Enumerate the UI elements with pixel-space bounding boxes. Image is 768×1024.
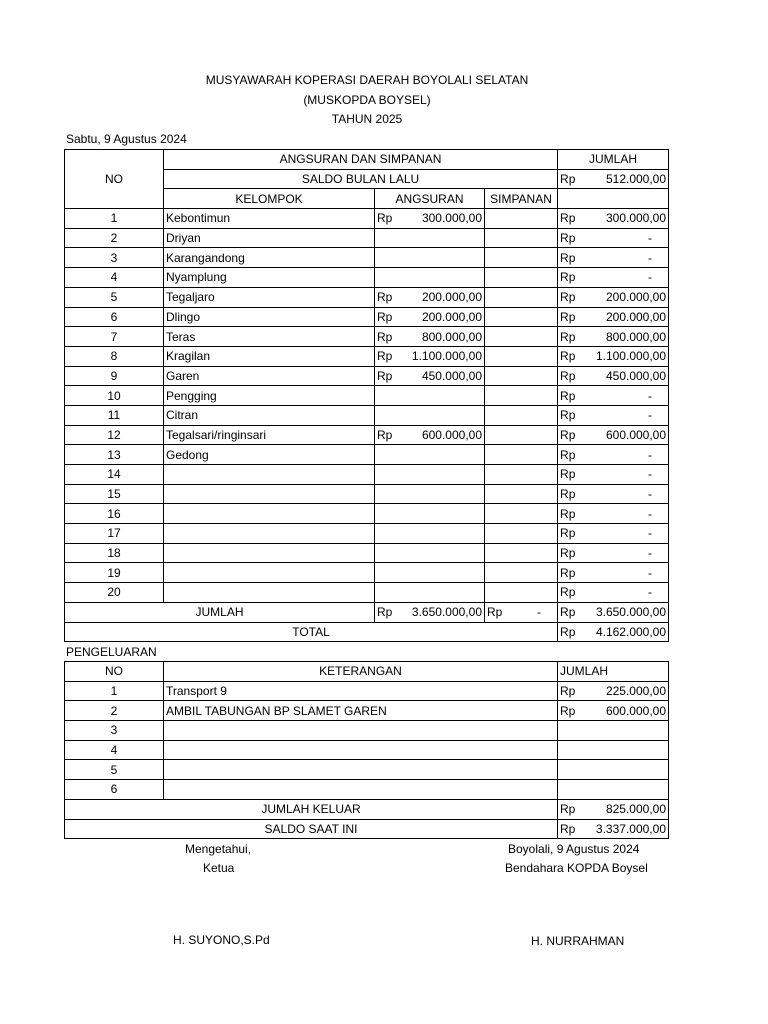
- row-keterangan: [164, 740, 558, 760]
- pengeluaran-table: [64, 661, 669, 839]
- pengeluaran-title: PENGELUARAN: [66, 645, 157, 659]
- signature-left-line-1: Mengetahui,: [185, 842, 252, 856]
- row-angsuran: [375, 268, 485, 288]
- keterangan-header: KETERANGAN: [164, 662, 558, 682]
- row-no: 2: [65, 701, 164, 721]
- signature-left-name: H. SUYONO,S.Pd: [173, 933, 270, 947]
- row-jumlah: Rp 1.100.000,00: [558, 346, 669, 366]
- row-simpanan: [485, 484, 558, 504]
- row-no: 5: [65, 760, 164, 780]
- row-jumlah: Rp 300.000,00: [558, 209, 669, 229]
- jumlah-keluar-label: JUMLAH KELUAR: [65, 799, 558, 819]
- row-jumlah: Rp 200.000,00: [558, 307, 669, 327]
- row-angsuran: [375, 248, 485, 268]
- table-row: [65, 524, 669, 544]
- saldo-bulan-lalu-label: SALDO BULAN LALU: [164, 169, 558, 189]
- no-header: NO: [65, 150, 164, 209]
- row-keterangan: [164, 780, 558, 800]
- row-no: 1: [65, 209, 164, 229]
- row-kelompok: [164, 543, 375, 563]
- table-row: [65, 209, 669, 229]
- table-row: [65, 268, 669, 288]
- row-no: 9: [65, 366, 164, 386]
- row-no: 2: [65, 228, 164, 248]
- table-row: [65, 484, 669, 504]
- table-row: [65, 346, 669, 366]
- row-simpanan: [485, 366, 558, 386]
- row-jumlah: Rp -: [558, 543, 669, 563]
- saldo-saat-ini-value: Rp 3.337.000,00: [558, 819, 669, 839]
- table-row: [65, 563, 669, 583]
- row-angsuran: [375, 405, 485, 425]
- row-simpanan: [485, 504, 558, 524]
- row-kelompok: [164, 484, 375, 504]
- row-no: 14: [65, 465, 164, 485]
- table-row: [65, 760, 669, 780]
- signature-right-line-2: Bendahara KOPDA Boysel: [505, 861, 648, 875]
- row-jumlah: [558, 721, 669, 741]
- row-kelompok: [164, 583, 375, 603]
- jumlah-simpanan: Rp -: [485, 602, 558, 622]
- row-no: 20: [65, 583, 164, 603]
- row-jumlah: Rp 450.000,00: [558, 366, 669, 386]
- jumlah-keluar-value: Rp 825.000,00: [558, 799, 669, 819]
- row-jumlah: Rp -: [558, 583, 669, 603]
- row-simpanan: [485, 445, 558, 465]
- row-keterangan: [164, 721, 558, 741]
- row-kelompok: Karangandong: [164, 248, 375, 268]
- row-angsuran: [375, 386, 485, 406]
- row-simpanan: [485, 405, 558, 425]
- row-jumlah: Rp -: [558, 228, 669, 248]
- table-row: [65, 543, 669, 563]
- signature-left-line-2: Ketua: [203, 861, 235, 875]
- row-simpanan: [485, 543, 558, 563]
- row-no: 19: [65, 563, 164, 583]
- total-label: TOTAL: [65, 622, 558, 642]
- table-row: [65, 287, 669, 307]
- row-jumlah: Rp 800.000,00: [558, 327, 669, 347]
- row-angsuran: [375, 228, 485, 248]
- row-kelompok: [164, 563, 375, 583]
- saldo-bulan-lalu-value: Rp 512.000,00: [558, 169, 669, 189]
- table-row: [65, 445, 669, 465]
- row-simpanan: [485, 346, 558, 366]
- row-simpanan: [485, 307, 558, 327]
- table-row: [65, 465, 669, 485]
- row-simpanan: [485, 209, 558, 229]
- row-angsuran: [375, 504, 485, 524]
- row-simpanan: [485, 268, 558, 288]
- row-simpanan: [485, 287, 558, 307]
- row-keterangan: Transport 9: [164, 681, 558, 701]
- angsuran-simpanan-header: ANGSURAN DAN SIMPANAN: [164, 150, 558, 170]
- pengeluaran-no-header: NO: [65, 662, 164, 682]
- saldo-saat-ini-label: SALDO SAAT INI: [65, 819, 558, 839]
- row-keterangan: [164, 760, 558, 780]
- row-no: 6: [65, 780, 164, 800]
- row-angsuran: [375, 465, 485, 485]
- table-row: [65, 228, 669, 248]
- jumlah-header: JUMLAH: [558, 150, 669, 170]
- row-kelompok: Tegalsari/ringinsari: [164, 425, 375, 445]
- row-kelompok: Nyamplung: [164, 268, 375, 288]
- document-title-line-3: TAHUN 2025: [331, 112, 403, 126]
- row-no: 5: [65, 287, 164, 307]
- row-jumlah: Rp -: [558, 268, 669, 288]
- row-simpanan: [485, 386, 558, 406]
- row-jumlah: Rp -: [558, 465, 669, 485]
- row-jumlah: Rp -: [558, 563, 669, 583]
- row-kelompok: [164, 465, 375, 485]
- row-angsuran: [375, 563, 485, 583]
- row-kelompok: Gedong: [164, 445, 375, 465]
- row-jumlah: Rp -: [558, 386, 669, 406]
- row-kelompok: Kragilan: [164, 346, 375, 366]
- row-jumlah: [558, 780, 669, 800]
- row-no: 4: [65, 268, 164, 288]
- signature-right-line-1: Boyolali, 9 Agustus 2024: [508, 842, 640, 856]
- angsuran-table: [64, 149, 669, 642]
- row-no: 12: [65, 425, 164, 445]
- row-no: 8: [65, 346, 164, 366]
- document-title-line-2: (MUSKOPDA BOYSEL): [303, 93, 431, 107]
- table-row: [65, 366, 669, 386]
- row-jumlah: Rp -: [558, 484, 669, 504]
- row-simpanan: [485, 228, 558, 248]
- row-angsuran: [375, 583, 485, 603]
- table-row: [65, 780, 669, 800]
- row-no: 1: [65, 681, 164, 701]
- row-angsuran: [375, 445, 485, 465]
- row-no: 3: [65, 248, 164, 268]
- row-no: 3: [65, 721, 164, 741]
- row-simpanan: [485, 465, 558, 485]
- row-jumlah: Rp 600.000,00: [558, 701, 669, 721]
- row-kelompok: Dlingo: [164, 307, 375, 327]
- row-kelompok: Tegaljaro: [164, 287, 375, 307]
- row-kelompok: Citran: [164, 405, 375, 425]
- row-jumlah: [558, 760, 669, 780]
- signature-right-name: H. NURRAHMAN: [531, 934, 625, 948]
- table-row: [65, 701, 669, 721]
- jumlah-label: JUMLAH: [65, 602, 375, 622]
- table-row: [65, 307, 669, 327]
- row-jumlah: Rp -: [558, 524, 669, 544]
- row-simpanan: [485, 248, 558, 268]
- row-jumlah: Rp -: [558, 445, 669, 465]
- row-no: 7: [65, 327, 164, 347]
- table-row: [65, 327, 669, 347]
- row-angsuran: [375, 524, 485, 544]
- row-no: 11: [65, 405, 164, 425]
- row-angsuran: Rp 300.000,00: [375, 209, 485, 229]
- row-no: 13: [65, 445, 164, 465]
- row-angsuran: [375, 484, 485, 504]
- kelompok-header: KELOMPOK: [164, 189, 375, 209]
- row-kelompok: Pengging: [164, 386, 375, 406]
- row-no: 4: [65, 740, 164, 760]
- row-jumlah: Rp -: [558, 248, 669, 268]
- table-row: [65, 583, 669, 603]
- table-row: [65, 425, 669, 445]
- row-jumlah: Rp 200.000,00: [558, 287, 669, 307]
- row-angsuran: Rp 200.000,00: [375, 287, 485, 307]
- jumlah-total: Rp 3.650.000,00: [558, 602, 669, 622]
- document-title-line-1: MUSYAWARAH KOPERASI DAERAH BOYOLALI SELATAN: [205, 73, 529, 87]
- table-row: [65, 248, 669, 268]
- row-angsuran: Rp 600.000,00: [375, 425, 485, 445]
- row-simpanan: [485, 524, 558, 544]
- total-value: Rp 4.162.000,00: [558, 622, 669, 642]
- row-kelompok: Kebontimun: [164, 209, 375, 229]
- row-jumlah: Rp 600.000,00: [558, 425, 669, 445]
- row-angsuran: Rp 450.000,00: [375, 366, 485, 386]
- row-simpanan: [485, 327, 558, 347]
- row-simpanan: [485, 425, 558, 445]
- row-no: 16: [65, 504, 164, 524]
- row-jumlah: [558, 740, 669, 760]
- table-row: [65, 681, 669, 701]
- row-jumlah: Rp 225.000,00: [558, 681, 669, 701]
- table-row: [65, 386, 669, 406]
- row-jumlah: Rp -: [558, 504, 669, 524]
- row-simpanan: [485, 563, 558, 583]
- row-no: 15: [65, 484, 164, 504]
- row-no: 17: [65, 524, 164, 544]
- pengeluaran-jumlah-header: JUMLAH: [558, 662, 669, 682]
- row-kelompok: Teras: [164, 327, 375, 347]
- document-date: Sabtu, 9 Agustus 2024: [66, 132, 187, 146]
- jumlah-angsuran: Rp 3.650.000,00: [375, 602, 485, 622]
- row-angsuran: Rp 200.000,00: [375, 307, 485, 327]
- jumlah-empty-cell: [558, 189, 669, 209]
- row-jumlah: Rp -: [558, 405, 669, 425]
- row-kelompok: [164, 504, 375, 524]
- table-row: [65, 405, 669, 425]
- row-simpanan: [485, 583, 558, 603]
- row-kelompok: [164, 524, 375, 544]
- row-angsuran: Rp 1.100.000,00: [375, 346, 485, 366]
- table-row: [65, 740, 669, 760]
- row-keterangan: AMBIL TABUNGAN BP SLAMET GAREN: [164, 701, 558, 721]
- row-angsuran: Rp 800.000,00: [375, 327, 485, 347]
- row-angsuran: [375, 543, 485, 563]
- simpanan-header: SIMPANAN: [485, 189, 558, 209]
- row-kelompok: Driyan: [164, 228, 375, 248]
- row-no: 10: [65, 386, 164, 406]
- table-row: [65, 721, 669, 741]
- row-no: 6: [65, 307, 164, 327]
- table-row: [65, 504, 669, 524]
- angsuran-header: ANGSURAN: [375, 189, 485, 209]
- row-no: 18: [65, 543, 164, 563]
- row-kelompok: Garen: [164, 366, 375, 386]
